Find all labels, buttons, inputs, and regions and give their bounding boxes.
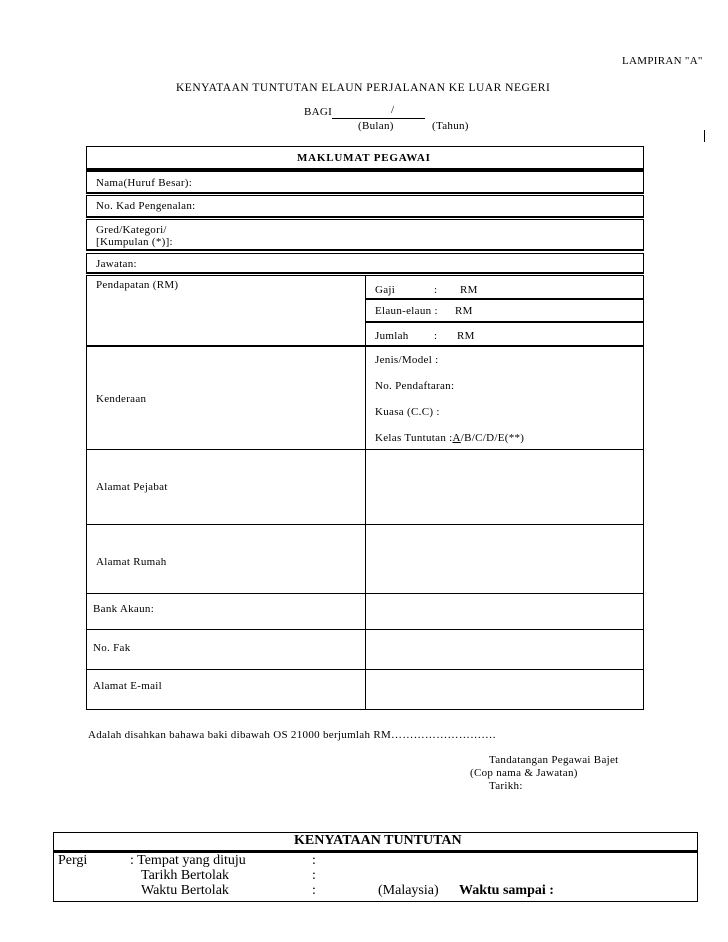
malaysia-label: (Malaysia) <box>378 883 439 898</box>
row-bank[interactable] <box>86 594 644 630</box>
row-kad[interactable] <box>86 195 644 218</box>
jawatan-label: Jawatan: <box>96 258 137 270</box>
kuasa-label[interactable]: Kuasa (C.C) : <box>375 406 440 418</box>
bagi-slash: / <box>391 104 395 116</box>
pendapatan-label: Pendapatan (RM) <box>96 279 179 291</box>
waktu-bertolak-label: Waktu Bertolak <box>141 883 229 898</box>
elaun-rm[interactable]: RM <box>455 305 473 317</box>
signature-date[interactable]: Tarikh: <box>489 780 523 792</box>
pergi-label: Pergi <box>58 853 88 868</box>
pejabat-label: Alamat Pejabat <box>96 481 168 493</box>
row-nama[interactable] <box>86 171 644 194</box>
rumah-label: Alamat Rumah <box>96 556 167 568</box>
gaji-rm[interactable]: RM <box>460 284 478 296</box>
row-pendapatan: Pendapatan (RM) Gaji : RM Elaun-elaun : RM Jumlah : RM <box>86 275 644 347</box>
bulan-label: (Bulan) <box>358 120 394 132</box>
nama-label: Nama(Huruf Besar): <box>96 177 193 189</box>
tempat-label: : Tempat yang dituju <box>130 853 246 868</box>
kad-label: No. Kad Pengenalan: <box>96 200 196 212</box>
tahun-label: (Tahun) <box>432 120 469 132</box>
jumlah-rm[interactable]: RM <box>457 330 475 342</box>
fak-label: No. Fak <box>93 642 131 654</box>
waktu-sampai-label: Waktu sampai : <box>459 883 554 898</box>
section2-heading: KENYATAAN TUNTUTAN <box>294 833 462 848</box>
jumlah-label: Jumlah <box>375 330 409 342</box>
section-heading: MAKLUMAT PEGAWAI <box>297 152 431 164</box>
email-label: Alamat E-mail <box>93 680 162 692</box>
gred-label-1: Gred/Kategori/ <box>96 224 167 236</box>
kenderaan-label: Kenderaan <box>96 393 147 405</box>
jenis-label[interactable]: Jenis/Model : <box>375 354 439 366</box>
elaun-label: Elaun-elaun : <box>375 305 438 317</box>
signature-title: Tandatangan Pegawai Bajet <box>489 754 619 766</box>
gaji-label: Gaji <box>375 284 396 296</box>
section-heading-row <box>86 146 644 171</box>
form-title: KENYATAAN TUNTUTAN ELAUN PERJALANAN KE LUAR NEGERI <box>176 82 551 94</box>
bank-label: Bank Akaun: <box>93 603 155 615</box>
tarikh-bertolak-label: Tarikh Bertolak <box>141 868 230 883</box>
signature-stamp: (Cop nama & Jawatan) <box>470 767 578 779</box>
row-fak[interactable] <box>86 630 644 670</box>
gred-label-2: [Kumpulan (*)]: <box>96 236 173 248</box>
bagi-underline <box>332 118 425 119</box>
pendaftaran-label[interactable]: No. Pendaftaran: <box>375 380 455 392</box>
row-jawatan[interactable] <box>86 253 644 274</box>
margin-mark <box>704 130 705 142</box>
bagi-label: BAGI <box>304 106 333 118</box>
row-gred[interactable] <box>86 219 644 251</box>
kelas-tuntutan[interactable]: Kelas Tuntutan :A/B/C/D/E(**) <box>375 432 525 444</box>
row-email[interactable] <box>86 670 644 710</box>
row-alamat-pejabat[interactable] <box>86 450 644 525</box>
row-kenderaan <box>86 347 644 450</box>
row-alamat-rumah[interactable] <box>86 525 644 594</box>
certification-text: Adalah disahkan bahawa baki dibawah OS 21000 berjumlah RM………………………. <box>88 729 496 741</box>
kenyataan-tuntutan-table: KENYATAAN TUNTUTAN Pergi : Tempat yang dituju : Tarikh Bertolak : Waktu Bertolak : (Malaysia) Waktu sampai : <box>53 832 698 902</box>
lampiran-label: LAMPIRAN "A" <box>622 55 703 67</box>
